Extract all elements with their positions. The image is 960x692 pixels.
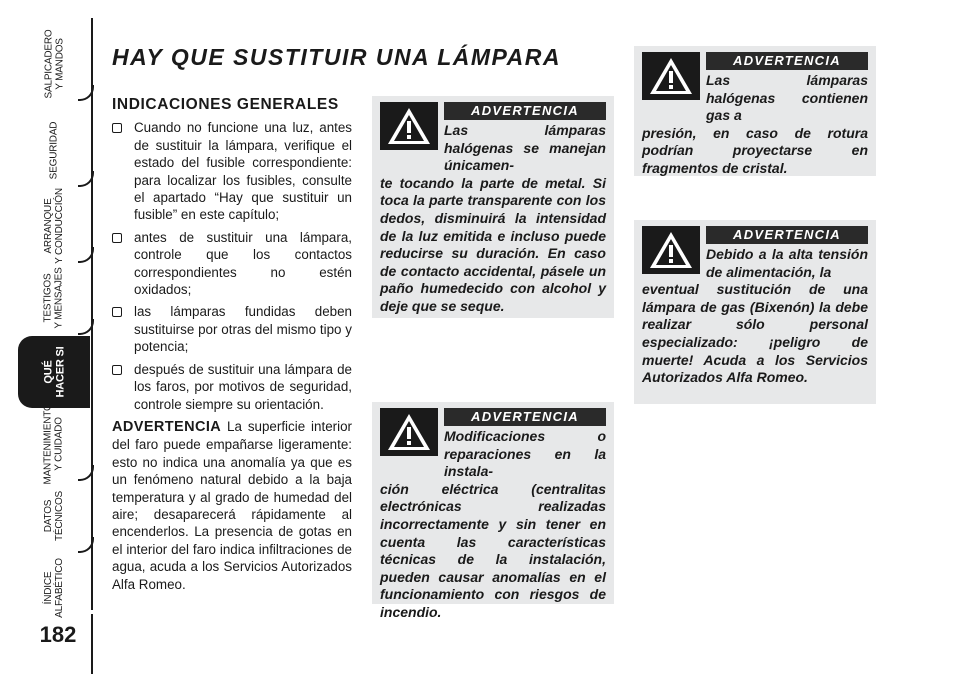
general-instructions	[112, 96, 352, 593]
page-number: 182	[39, 622, 77, 647]
list-item: después de sustituir una lámpara de los faros, por motivos de seguridad, controle siempre su orientación.	[112, 361, 352, 413]
tab-label: TESTIGOS Y MENSAJES	[42, 267, 65, 329]
warning-head-text: Las lámparas halógenas contienen gas a	[706, 72, 868, 124]
warning-badge: ADVERTENCIA	[444, 408, 606, 426]
checkbox-bullet-icon	[112, 307, 126, 316]
tab-label: QUÉ HACER SI	[42, 346, 66, 398]
tab-label: ARRANQUE Y CONDUCCIÓN	[43, 188, 66, 264]
checkbox-bullet-icon	[112, 123, 126, 132]
list-item: Cuando no funcione una luz, antes de sustituir la lámpara, verifique el estado del fusible correspondiente: para localizar los fusibles, consulte el apartado “Hay que sustituir un fusible” en este capítulo;	[112, 119, 352, 223]
list-item: antes de sustituir una lámpara, controle que los contactos correspondientes no estén oxidados;	[112, 229, 352, 299]
section-heading: INDICACIONES GENERALES	[112, 96, 339, 113]
warning-badge: ADVERTENCIA	[706, 226, 868, 244]
warning-box-electrical-modifications	[372, 402, 614, 620]
tab-label: SALPICADERO Y MANDOS	[43, 29, 65, 99]
note-text: La superficie interior del faro puede empañarse ligeramente: esto no indica una anomalía ya que es un fenómeno natural debido a la baja temperatura y al grado de humedad del aire; desaparecerá rápidamente al encenderlos. La presencia de gotas en el interior del faro indica infiltraciones de agua, acuda a los Servicios Autorizados Alfa Romeo.	[112, 418, 352, 592]
tab-label: ÍNDICE ALFABÉTICO	[43, 558, 65, 618]
page-rule	[91, 614, 93, 674]
list-item: las lámparas fundidas deben sustituirse por otras del mismo tipo y potencia;	[112, 303, 352, 355]
tab-salpicadero[interactable]	[18, 28, 90, 100]
warning-body-text: ción eléctrica (centralitas electrónicas realizadas incorrectamente y sin tener en cuenta las características técnicas de la instalación, pueden causar anomalías en el funcionamiento con riesgos de incendio.	[380, 480, 606, 620]
tab-label: SEGURIDAD	[48, 121, 60, 179]
warning-head-text: Debido a la alta tensión de alimentación, la	[706, 246, 868, 280]
warning-badge: ADVERTENCIA	[706, 52, 868, 70]
tab-arranque[interactable]	[18, 190, 90, 262]
warning-triangle-icon	[380, 408, 438, 456]
sidebar-rule	[91, 18, 93, 610]
page-title: HAY QUE SUSTITUIR UNA LÁMPARA	[112, 44, 561, 70]
checkbox-bullet-icon	[112, 365, 126, 374]
warning-triangle-icon	[380, 102, 438, 150]
warning-box-halogen-handling	[372, 96, 614, 318]
warning-body-text: te tocando la parte de metal. Si toca la parte transparente con los dedos, disminuirá la intensidad de la luz emitida e incluso puede reducirse su duración. En caso de contacto accidental, pásele un paño humedecido con alcohol y deje que se seque.	[380, 174, 606, 314]
tab-indice[interactable]	[18, 552, 90, 624]
checkbox-bullet-icon	[112, 233, 126, 242]
chapter-sidebar	[0, 0, 100, 692]
warning-head-text: Las lámparas halógenas se manejan únicamen-	[444, 122, 606, 174]
tab-testigos[interactable]	[18, 262, 90, 334]
note-label: ADVERTENCIA	[112, 418, 222, 435]
warning-body-text: eventual sustitución de una lámpara de gas (Bixenón) la debe realizar sólo personal especializado: ¡peligro de muerte! Acuda a los Servicios Autorizados Alfa Romeo.	[642, 281, 868, 386]
warning-box-high-voltage	[634, 220, 876, 404]
tab-que-hacer-si[interactable]	[18, 336, 90, 408]
warning-box-halogen-pressure	[634, 46, 876, 176]
warning-badge: ADVERTENCIA	[444, 102, 606, 120]
tab-mantenimiento[interactable]	[18, 403, 90, 485]
warning-body-text: presión, en caso de rotura podrían proyectarse en fragmentos de cristal.	[642, 124, 868, 176]
warning-triangle-icon	[642, 226, 700, 274]
tab-label: MANTENIMIENTO Y CUIDADO	[43, 403, 66, 485]
warning-head-text: Modificaciones o reparaciones en la instala-	[444, 428, 606, 480]
note-paragraph	[112, 418, 352, 593]
warning-triangle-icon	[642, 52, 700, 100]
tab-datos-tecnicos[interactable]	[18, 480, 90, 552]
tab-seguridad[interactable]	[18, 114, 90, 186]
tab-label: DATOS TÉCNICOS	[42, 490, 65, 542]
